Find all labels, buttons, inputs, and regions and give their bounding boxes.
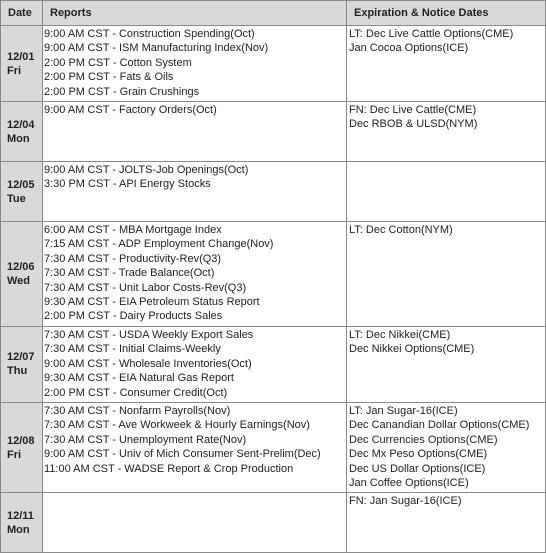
date-column-header: Date xyxy=(1,1,43,26)
expiration-cell xyxy=(347,222,546,327)
expiration-item: Dec Mx Peso Options(CME) xyxy=(349,448,488,461)
report-item: 3:30 PM CST - API Energy Stocks xyxy=(44,178,211,191)
expiration-item: FN: Dec Live Cattle(CME) xyxy=(349,104,477,117)
date-label: 12/05 xyxy=(7,178,35,191)
date-label: 12/06 xyxy=(7,260,35,273)
report-item: 7:15 AM CST - ADP Employment Change(Nov) xyxy=(44,238,274,251)
report-item: 7:30 AM CST - Unemployment Rate(Nov) xyxy=(44,433,247,446)
expiration-cell xyxy=(347,493,546,553)
weekday-label: Thu xyxy=(7,365,28,378)
reports-cell xyxy=(43,222,347,327)
reports-column-header: Reports xyxy=(43,1,347,26)
reports-cell xyxy=(43,162,347,222)
date-cell xyxy=(1,222,43,327)
report-item: 7:30 AM CST - Trade Balance(Oct) xyxy=(44,267,215,280)
date-label: 12/04 xyxy=(7,118,35,131)
expiration-column-header: Expiration & Notice Dates xyxy=(347,1,546,26)
weekday-label: Mon xyxy=(7,132,30,145)
expiration-cell xyxy=(347,326,546,402)
report-item: 7:30 AM CST - Unit Labor Costs-Rev(Q3) xyxy=(44,281,247,294)
date-cell xyxy=(1,402,43,492)
expiration-item: Dec RBOB & ULSD(NYM) xyxy=(349,118,478,131)
expiration-item: LT: Jan Sugar-16(ICE) xyxy=(349,404,458,417)
expiration-cell xyxy=(347,162,546,222)
report-item: 9:00 AM CST - Univ of Mich Consumer Sent-Prelim(Dec) xyxy=(44,448,321,461)
report-item: 9:00 AM CST - ISM Manufacturing Index(Nov) xyxy=(44,42,269,55)
expiration-cell xyxy=(347,102,546,162)
report-item: 2:00 PM CST - Consumer Credit(Oct) xyxy=(44,386,228,399)
expiration-item: LT: Dec Cotton(NYM) xyxy=(349,224,453,237)
report-item: 2:00 PM CST - Dairy Products Sales xyxy=(44,310,223,323)
expiration-cell xyxy=(347,26,546,102)
weekday-label: Fri xyxy=(7,64,22,77)
expiration-item: LT: Dec Nikkei(CME) xyxy=(349,328,451,341)
table-row xyxy=(1,402,546,492)
report-item: 9:30 AM CST - EIA Natural Gas Report xyxy=(44,372,234,385)
date-cell xyxy=(1,326,43,402)
weekday-label: Mon xyxy=(7,523,30,536)
expiration-item: LT: Dec Live Cattle Options(CME) xyxy=(349,28,514,40)
table-row xyxy=(1,326,546,402)
reports-cell xyxy=(43,326,347,402)
weekday-label: Wed xyxy=(7,274,31,287)
report-item: 7:30 AM CST - USDA Weekly Export Sales xyxy=(44,328,254,341)
table-row xyxy=(1,162,546,222)
expiration-item: Dec Canandian Dollar Options(CME) xyxy=(349,419,530,432)
expiration-item: Dec Currencies Options(CME) xyxy=(349,433,498,446)
table-row xyxy=(1,102,546,162)
expiration-item: Dec Nikkei Options(CME) xyxy=(349,343,475,356)
expiration-item: Jan Coffee Options(ICE) xyxy=(349,476,469,489)
expiration-cell xyxy=(347,402,546,492)
report-item: 2:00 PM CST - Grain Crushings xyxy=(44,85,200,98)
report-item: 9:30 AM CST - EIA Petroleum Status Report xyxy=(44,296,260,309)
report-item: 9:00 AM CST - Factory Orders(Oct) xyxy=(44,104,217,117)
report-item: 9:00 AM CST - Wholesale Inventories(Oct) xyxy=(44,357,252,370)
expiration-item: Jan Cocoa Options(ICE) xyxy=(349,42,469,55)
report-item: 9:00 AM CST - Construction Spending(Oct) xyxy=(44,28,255,40)
reports-cell xyxy=(43,493,347,553)
date-cell xyxy=(1,102,43,162)
report-item: 9:00 AM CST - JOLTS-Job Openings(Oct) xyxy=(44,164,249,177)
report-item: 6:00 AM CST - MBA Mortgage Index xyxy=(44,224,222,237)
weekday-label: Fri xyxy=(7,448,22,461)
reports-cell xyxy=(43,402,347,492)
date-cell xyxy=(1,493,43,553)
date-cell xyxy=(1,162,43,222)
expiration-item: Dec US Dollar Options(ICE) xyxy=(349,462,486,475)
date-label: 12/11 xyxy=(7,509,34,522)
report-item: 7:30 AM CST - Ave Workweek & Hourly Earnings(Nov) xyxy=(44,419,310,432)
report-item: 2:00 PM CST - Fats & Oils xyxy=(44,71,174,84)
header-row xyxy=(1,1,546,26)
report-item: 7:30 AM CST - Nonfarm Payrolls(Nov) xyxy=(44,404,231,417)
report-item: 7:30 AM CST - Initial Claims-Weekly xyxy=(44,343,221,356)
report-item: 11:00 AM CST - WADSE Report & Crop Production xyxy=(44,462,294,475)
reports-cell xyxy=(43,102,347,162)
report-item: 2:00 PM CST - Cotton System xyxy=(44,56,192,69)
date-label: 12/01 xyxy=(7,50,35,63)
weekday-label: Tue xyxy=(7,192,26,205)
date-label: 12/08 xyxy=(7,434,35,447)
date-cell xyxy=(1,26,43,102)
table-row xyxy=(1,222,546,327)
calendar-body xyxy=(1,26,546,553)
report-item: 7:30 AM CST - Productivity-Rev(Q3) xyxy=(44,252,222,265)
table-row xyxy=(1,493,546,553)
date-label: 12/07 xyxy=(7,351,35,364)
expiration-item: FN: Jan Sugar-16(ICE) xyxy=(349,495,462,508)
table-row xyxy=(1,26,546,102)
reports-cell xyxy=(43,26,347,102)
